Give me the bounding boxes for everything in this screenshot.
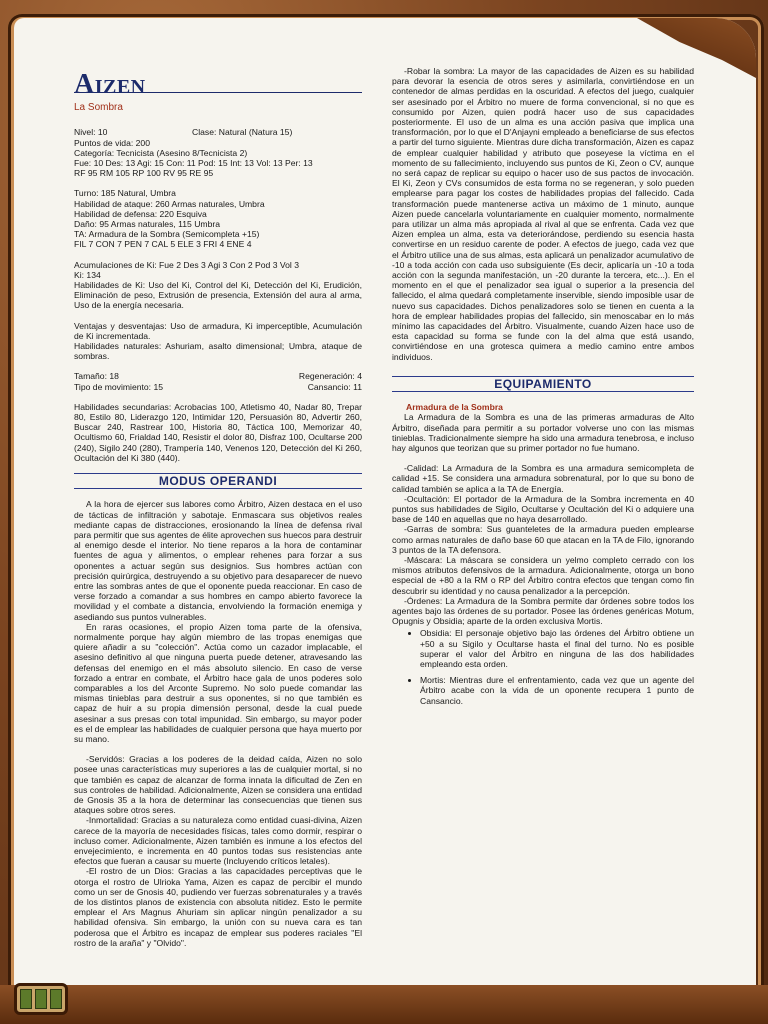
stat-resistencias: RF 95 RM 105 RP 100 RV 95 RE 95 [74, 168, 214, 179]
gauge-segment [20, 989, 32, 1009]
right-column [392, 66, 694, 712]
section-heading-equipamiento: EQUIPAMIENTO [392, 376, 694, 392]
left-column [74, 69, 362, 948]
stat-regeneracion: Regeneración: 4 [298, 371, 362, 382]
stat-habilidades-ki: Habilidades de Ki: Uso del Ki, Control del Ki, Detección del Ki, Erudición, Eliminación de peso, Extrusión de presencia, Extensión del aura al arma, Uso de la energía necesaria. [74, 280, 362, 311]
stat-movimiento: Tipo de movimiento: 15 [74, 381, 164, 392]
orders-list [392, 628, 694, 705]
stat-secundarias: Habilidades secundarias: Acrobacias 100, Atletismo 40, Nadar 80, Trepar 80, Estilo 80, Liderazgo 120, Intimidar 120, Persuasión 80, Advertir 260, Buscar 240, Rastrear 100, Historia 80, Táctica 100, Memorizar 40, Ocultismo 60, Frialdad 140, Resistir el dolor 80, Disfraz 100, Ocultarse 200 (240), Sigilo 240 (280), Trampería 140, Venenos 120, Detección del Ki 260, Ocultación del Ki 380 (440). [74, 401, 362, 463]
page-subtitle: La Sombra [74, 102, 123, 114]
gauge-segment [50, 989, 62, 1009]
armor-ocultacion: -Ocultación: El portador de la Armadura de la Sombra incrementa en 40 puntos sus habilidades de Sigilo, Ocultarse y Ocultación del Ki o adquiere una base de 140 en aquellas que no haya desarrollado. [392, 493, 694, 525]
stat-nivel: Nivel: 10 [74, 127, 108, 138]
page-title: Aizen [74, 80, 362, 93]
section-heading-modus: MODUS OPERANDI [74, 473, 362, 489]
stat-ataque: Habilidad de ataque: 260 Armas naturales, Umbra [74, 198, 265, 209]
order-mortis: • Mortis: Mientras dure el enfrentamiento, cada vez que un agente del Árbitro acabe con la vida de un oponente recupera 1 punto de Cansancio. [420, 675, 694, 706]
stats-block-3 [74, 260, 362, 311]
stat-ventajas: Ventajas y desventajas: Uso de armadura, Ki imperceptible, Acumulación de Ki incrementada. [74, 320, 362, 341]
stat-ki-acumulaciones: Acumulaciones de Ki: Fue 2 Des 3 Agi 3 Con 2 Pod 3 Vol 3 [74, 259, 300, 270]
document-page [14, 18, 756, 1008]
stats-block-5 [74, 371, 362, 391]
stat-puntos-vida: Puntos de vida: 200 [74, 137, 150, 148]
armor-ordenes: -Órdenes: La Armadura de la Sombra permite dar órdenes sobre todos los agentes bajo las órdenes de su portador. Posee las órdenes genéricas Motum, Opugnis y Obsidia; aparte de la orden exclusiva Mortis. [392, 595, 694, 627]
stat-turno: Turno: 185 Natural, Umbra [74, 188, 176, 199]
ability-servidos: -Servidós: Gracias a los poderes de la deidad caída, Aizen no solo posee unas características muy superiores a las de cualquier mortal, si no que también es capaz de alcanzar de forma innata la dificultad de Zen en sus controles de habilidad. Adicionalmente, Aizen se considera una entidad de Gnosis 35 a la hora de determinar las consecuencias que tienen sus ataques sobre otros seres. [74, 754, 362, 816]
ability-inmortalidad: -Inmortalidad: Gracias a su naturaleza como entidad cuasi-divina, Aizen carece de la mayoría de necesidades físicas, tales como dormir, respirar o incluso comer. Adicionalmente, Aizen también es inmune a los efectos del envejecimiento, e incrementa en 40 puntos todas sus resistencias ante efectos que fueran a causar su muerte (Incluyendo críticos letales). [74, 815, 362, 867]
stat-categoria: Categoría: Tecnicista (Asesino 8/Tecnicista 2) [74, 147, 248, 158]
modus-paragraph-1: A la hora de ejercer sus labores como Árbitro, Aizen destaca en el uso de tácticas de infiltración y sabotaje. Enmascara sus objetivos reales mediante capas de distracciones, erosionando la línea de defensa rival para permitir que sus agentes de élite aprovechen sus huecos para destruir al enemigo desde el interior. No tiene reparos a la hora de contaminar fuentes de agua y alimentos, o emplear rehenes para forzar a sus oponentes a actuar según sus designios. Sus hombres actúan con precisión quirúrgica, destruyendo a su objetivo para desaparecer de nuevo entre las sombras antes de que el oponente pueda reaccionar. En caso de verse forzado a comandar a sus hombres en campo abierto favorece la movilidad y el combate a distancia, envolviendo la formación enemiga y asediando sus puntos vulnerables. [74, 499, 362, 622]
stat-ta-valores: FIL 7 CON 7 PEN 7 CAL 5 ELE 3 FRI 4 ENE 4 [74, 239, 252, 250]
stat-tamano: Tamaño: 18 [74, 371, 119, 382]
modus-paragraph-2: En raras ocasiones, el propio Aizen toma parte de la ofensiva, normalmente porque hay algún miembro de las tropas enemigas que quiere añadir a su "colección". Actúa como un cazador implacable, el asesino definitivo al que ninguna puerta puede detener, atravesando las defensas del enemigo en el más absoluto silencio. En caso de verse forzado a entrar en combate, el Árbitro hace gala de unos poderes solo comparables a los del Arconte Supremo. No solo puede comandar las mismas tinieblas para destruir a sus oponentes, si no que también es capaz de huir a su propia dimensión personal, desde la cual puede asesinar a sus presas con total impunidad. Sin embargo, su mayor poder es el de emplear las habilidades de cualquier persona que haya muerto por su mano. [74, 621, 362, 744]
stats-block-1 [74, 127, 362, 178]
ability-rostro-dios: -El rostro de un Dios: Gracias a las capacidades perceptivas que le otorga el rostro de Ulrioka Yama, Aizen es capaz de percibir el mundo como un ser de Gnosis 40, pudiendo ver fuerzas sobrenaturales y a través de los distintos planos de existencia con absoluta nitidez. Esto le permite emplear el Ars Magnus Ahuriam sin aplicar ningún penalizador a su habilidad ofensiva. Sin embargo, la unión con su nueva cara es tan poderosa que el Árbitro es incapaz de emplear sus poderes raciales "El rostro de la araña" y "Olvido". [74, 866, 362, 948]
stat-atributos: Fue: 10 Des: 13 Agi: 15 Con: 11 Pod: 15 Int: 13 Vol: 13 Per: 13 [74, 158, 313, 169]
stat-ta: TA: Armadura de la Sombra (Semicompleta +15) [74, 229, 260, 240]
order-obsidia: • Obsidia: El personaje objetivo bajo las órdenes del Árbitro obtiene un +50 a su Sigilo y Ocultarse hasta el final del turno. No es posible superar el valor del Árbitro en ninguna de las dos habilidades empleando esta orden. [420, 628, 694, 669]
stat-clase: Clase: Natural (Natura 15) [192, 127, 293, 138]
armor-title: Armadura de la Sombra [406, 402, 503, 413]
frame-gauge-ornament [14, 983, 68, 1015]
stat-defensa: Habilidad de defensa: 220 Esquiva [74, 208, 207, 219]
stats-block-2 [74, 188, 362, 249]
stat-dano: Daño: 95 Armas naturales, 115 Umbra [74, 219, 221, 230]
stat-ki: Ki: 134 [74, 269, 101, 280]
stat-habilidades-naturales: Habilidades naturales: Ashuriam, asalto dimensional; Umbra, ataque de sombras. [74, 341, 362, 362]
armor-garras: -Garras de sombra: Sus guanteletes de la armadura pueden emplearse como armas naturales de daño base 60 que atacan en la TA de Filo, ignorando 3 puntos de la TA defensora. [392, 524, 694, 555]
armor-mascara: -Máscara: La máscara se considera un yelmo completo cerrado con los mismos atributos defensivos de la armadura. Adicionalmente, otorga un bono especial de +80 a la RM o RP del Árbitro contra efectos que tengan como fin descubrir su identidad y no causa penalizador a la percepción. [392, 554, 694, 596]
ability-robar-sombra: -Robar la sombra: La mayor de las capacidades de Aizen es su habilidad para devorar la esencia de otros seres y asimilarla, convirtiéndose en un contenedor de almas perdidas en la oscuridad. A efectos del juego, cualquier ser asesinado por el Árbitro no muere de forma convencional, si no que es consumido por Aizen, quien podrá hacer uso de sus capacidades posteriormente. El uso de un alma es una acción pasiva que implica una transformación, por lo que el D'Anjayni empleado a beneficiarse de sus efectos a partir del turno siguiente. Mientras dure dicha transformación, Aizen es capaz de emplear cualquier habilidad y atributo que poseyese la víctima en el momento de su fallecimiento, incluyendo sus puntos de Ki, Zeon o CV, aunque no será capaz de replicar su equipo o hacer uso de sus pactos de invocación. El Ki, Zeon y CVs consumidos de esta forma no se regeneran, y solo pueden emplearse para pagar los costes de habilidades propias del fallecido. Cada transformación puede mantenerse activa un máximo de 1 minuto, aunque Aizen puede cancelarla voluntariamente en cualquier momento, normalmente para utilizar un alma más apropiada al rival al que se enfrenta. Cada vez que Aizen emplea un alma, esta va deteriorándose, perdiendo su esencia hasta convertirse en un residuo carente de poder. A efectos de juego, cada vez que el Árbitro utilice una de sus almas, esta aplicará un penalizador acumulativo de -10 a toda acción con cada uso subsiguiente (Es decir, aplicaría un -10 a toda acción con la segunda manifestación, un -20 durante la tercera, etc...). En el momento en el que el penalizador sea igual o superior a la presencia del fallecido, el alma quedará completamente inservible, siendo imposible usar de nuevo sus capacidades. Dichos penalizadores solo se tienen en cuenta a la hora de emplear habilidades propias del fallecido, sin menoscabar en lo más mínimo las capacidades del Árbitro. Visualmente, cuando Aizen hace uso de esta capacidad su forma se funde con la del alma que está usando, convirtiéndose en una grotesca quimera a medio camino entre ambos individuos. [392, 66, 694, 362]
armor-calidad: -Calidad: La Armadura de la Sombra es una armadura semicompleta de calidad +15. Se considera una armadura sobrenatural, por lo que su bono de calidad también se aplica a la TA de Energía. [392, 463, 694, 494]
stat-cansancio: Cansancio: 11 [307, 381, 362, 392]
frame-bottom-bar [0, 985, 768, 1024]
armor-description: La Armadura de la Sombra es una de las primeras armaduras de Alto Árbitro, diseñada para permitir a su portador volverse uno con las mismas tinieblas. Tradicionalmente siempre ha sido una armadura tenebrosa, e incluso hay algunos que teorizan que su primer portador no fue humano. [392, 412, 694, 453]
stats-block-4 [74, 321, 362, 362]
gauge-segment [35, 989, 47, 1009]
